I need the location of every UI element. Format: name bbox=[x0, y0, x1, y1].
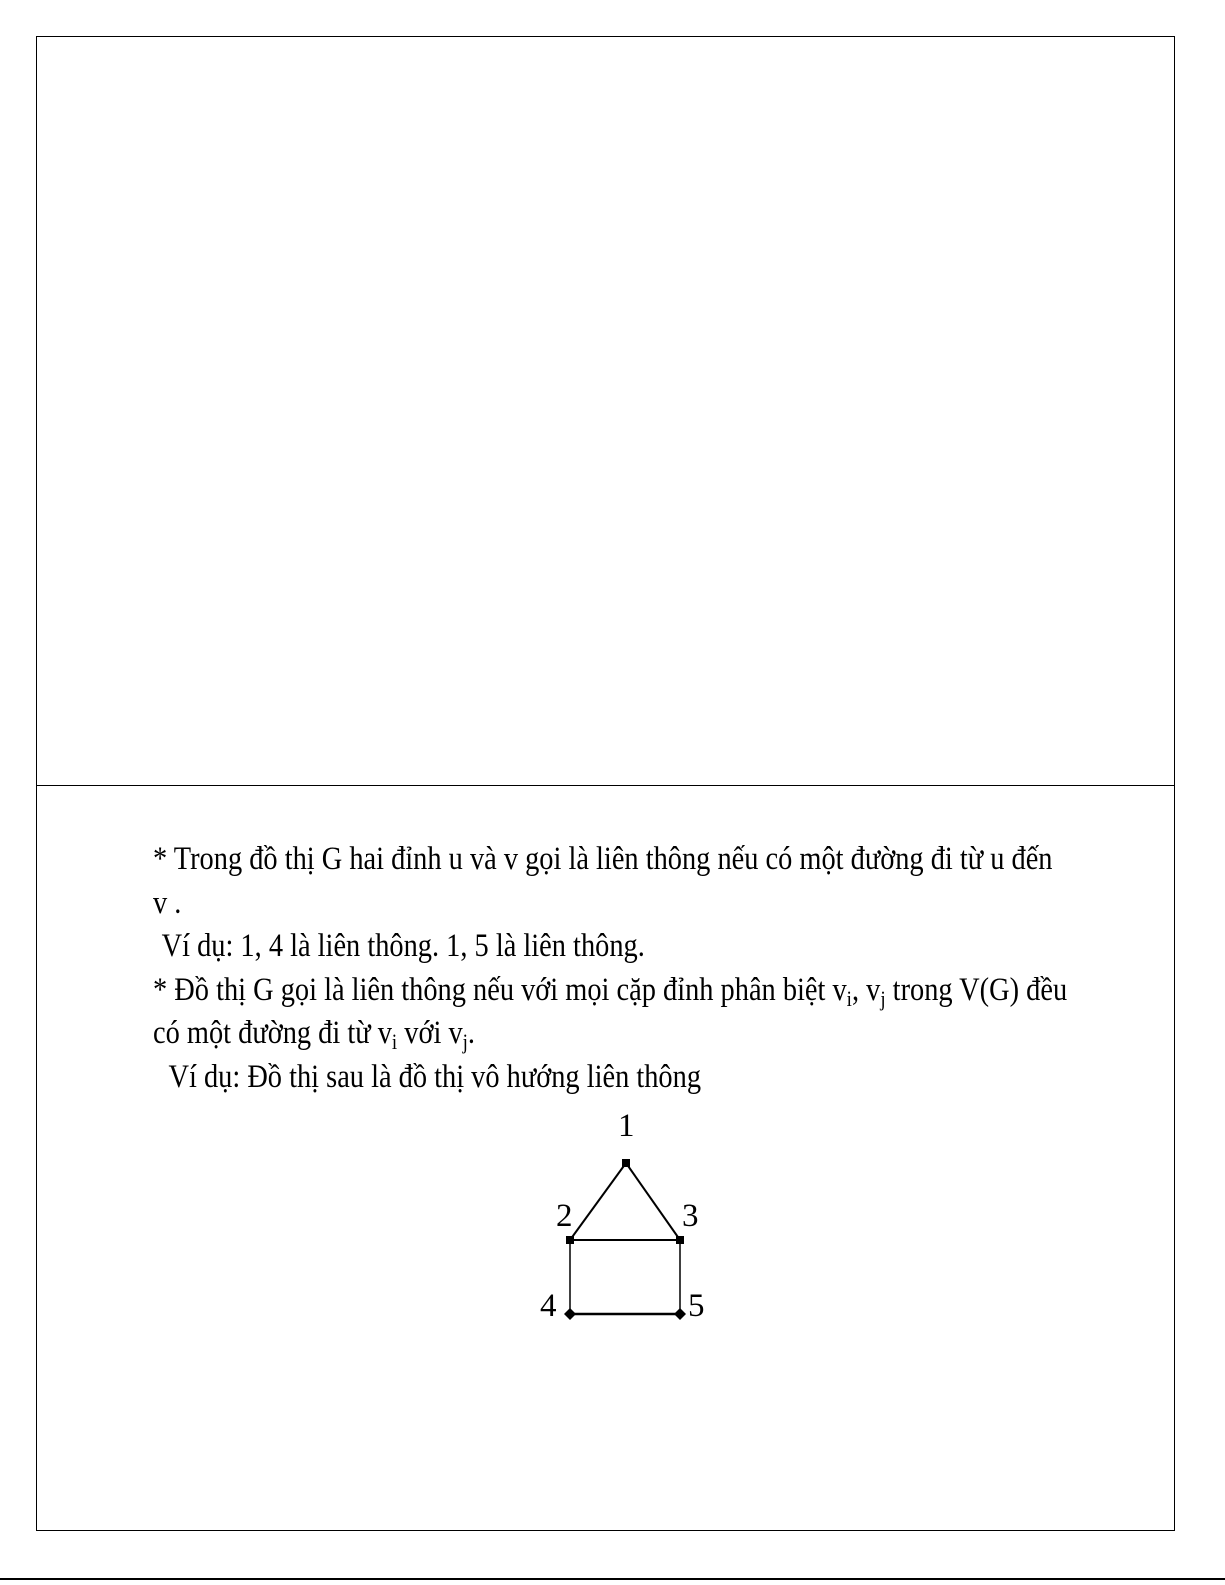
paragraph-1-continued: v . bbox=[153, 884, 182, 921]
node-label-3: 3 bbox=[682, 1198, 699, 1234]
node-1 bbox=[622, 1159, 630, 1167]
example-1: Ví dụ: 1, 4 là liên thông. 1, 5 là liên thông. bbox=[161, 928, 645, 964]
edge-1-2 bbox=[570, 1163, 626, 1240]
example-2: Ví dụ: Đồ thị sau là đồ thị vô hướng liên thông bbox=[168, 1058, 702, 1095]
node-label-4: 4 bbox=[540, 1288, 557, 1324]
paragraph-2-continued bbox=[153, 1012, 953, 1056]
graph-diagram bbox=[520, 1100, 740, 1340]
paragraph-2-part-a: * Đồ thị G gọi là liên thông nếu với mọi cặp đỉnh phân biệt v bbox=[153, 971, 847, 1008]
edge-1-3 bbox=[626, 1163, 680, 1240]
node-4 bbox=[564, 1308, 576, 1320]
node-3 bbox=[676, 1236, 684, 1244]
paragraph-1: * Trong đồ thị G hai đỉnh u và v gọi là liên thông nếu có một đường đi từ u đến bbox=[153, 841, 1053, 877]
subscript-j-2: j bbox=[462, 1029, 468, 1054]
subscript-i: i bbox=[846, 985, 852, 1011]
paragraph-2-cont-part-b: với v bbox=[397, 1015, 463, 1051]
paragraph-2-part-c: trong V(G) đều bbox=[885, 971, 1068, 1008]
graph-svg bbox=[520, 1100, 740, 1340]
subscript-i-2: i bbox=[391, 1029, 398, 1054]
paragraph-2-cont-part-a: có một đường đi từ v bbox=[153, 1015, 392, 1051]
subscript-j: j bbox=[880, 985, 886, 1011]
node-label-1: 1 bbox=[618, 1108, 635, 1144]
bottom-rule bbox=[0, 1578, 1225, 1580]
node-label-2: 2 bbox=[556, 1198, 573, 1234]
node-label-5: 5 bbox=[688, 1288, 705, 1324]
paragraph-2-cont-part-c: . bbox=[467, 1015, 476, 1051]
paragraph-2 bbox=[153, 969, 1068, 1013]
paragraph-2-part-b: , v bbox=[851, 971, 881, 1008]
node-5 bbox=[674, 1308, 686, 1320]
content-text bbox=[153, 838, 1068, 1099]
node-2 bbox=[566, 1236, 574, 1244]
page-divider bbox=[36, 785, 1175, 786]
